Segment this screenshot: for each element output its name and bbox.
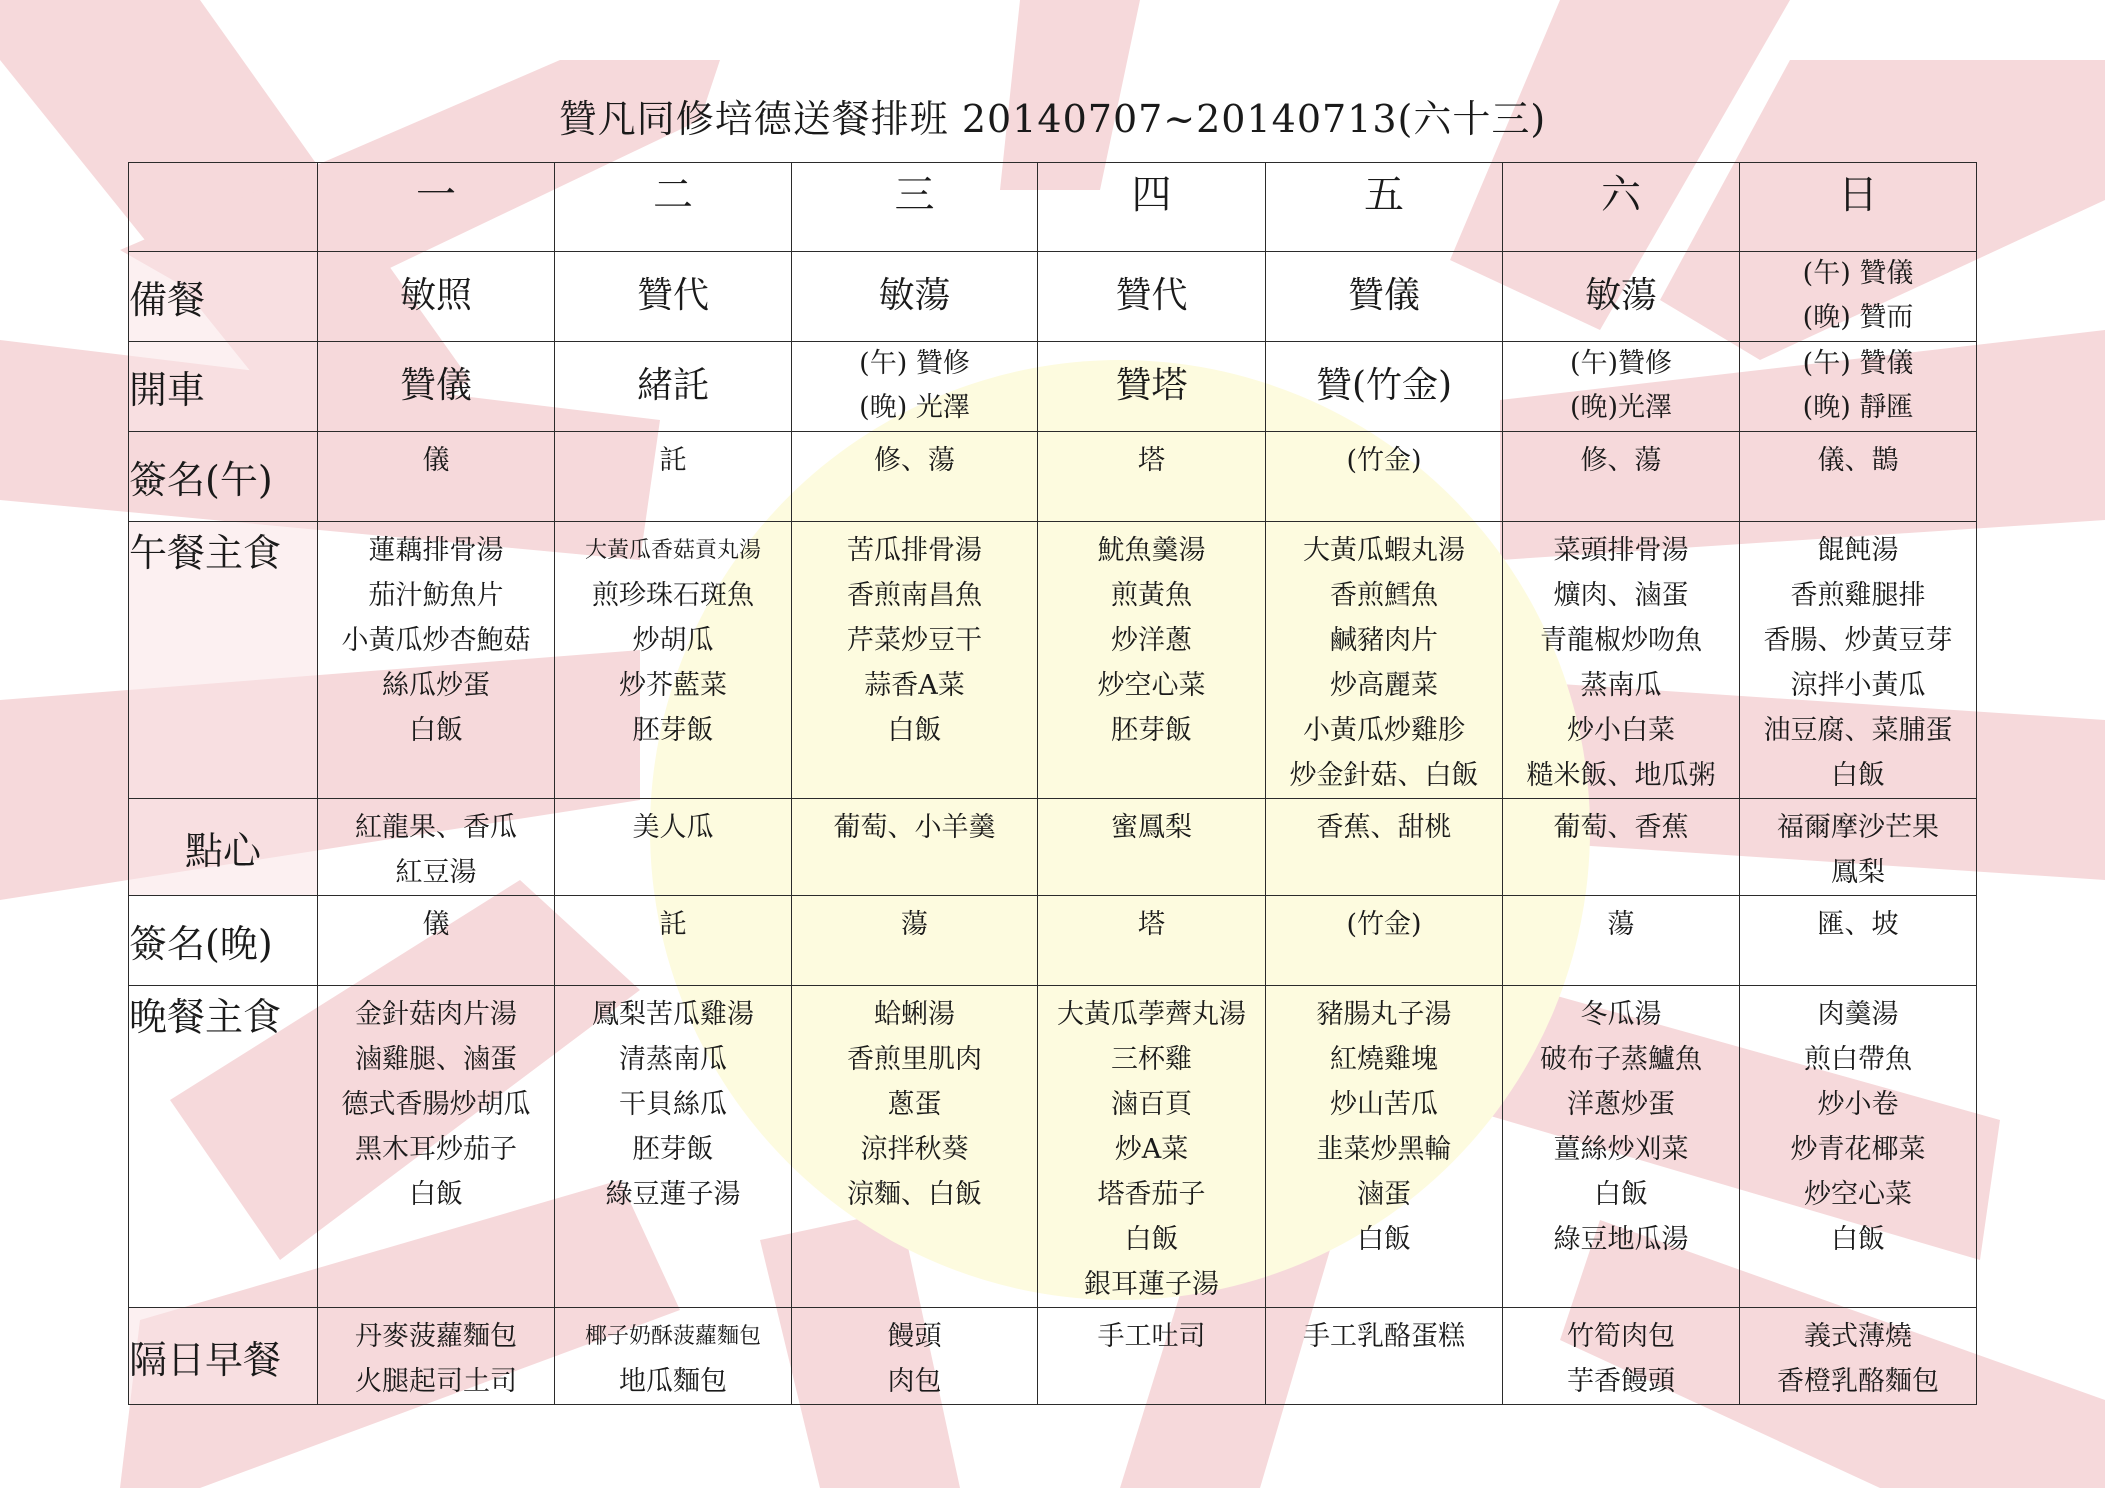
cell-content <box>1503 342 1739 430</box>
cell-line: 薑絲炒刈菜 <box>1553 1134 1689 1165</box>
cell-line: 鳳梨苦瓜雞湯 <box>592 999 754 1030</box>
cell-line: 白飯 <box>409 715 463 746</box>
row-label: 開車 <box>129 342 318 432</box>
cell-content <box>318 799 554 895</box>
cell-content <box>1038 896 1265 947</box>
cell-content <box>555 986 791 1217</box>
row-label: 隔日早餐 <box>129 1308 318 1405</box>
cell-content <box>318 522 554 753</box>
cell-line: 苦瓜排骨湯 <box>847 535 982 566</box>
cell-content <box>1740 799 1976 895</box>
cell-line: 炒胡瓜 <box>632 625 714 656</box>
day-header-sat: 六 <box>1503 163 1740 252</box>
cell-content <box>1503 252 1739 340</box>
row-label: 晚餐主食 <box>129 986 318 1308</box>
cell-line: 鳳梨 <box>1831 857 1885 888</box>
cell-content <box>1503 799 1739 850</box>
schedule-cell <box>318 1308 555 1405</box>
cell-content <box>1503 522 1739 798</box>
row-label: 簽名(晚) <box>129 896 318 986</box>
schedule-cell <box>1266 342 1503 432</box>
schedule-cell <box>318 522 555 799</box>
schedule-cell <box>1038 1308 1266 1405</box>
schedule-cell <box>1740 896 1977 986</box>
cell-content <box>1038 1308 1265 1359</box>
schedule-cell <box>1266 986 1503 1308</box>
cell-line: 白飯 <box>887 715 942 746</box>
cell-content <box>1038 522 1265 753</box>
schedule-cell <box>1503 342 1740 432</box>
schedule-cell <box>1266 432 1503 522</box>
cell-content <box>792 986 1037 1217</box>
schedule-cell <box>1266 896 1503 986</box>
cell-line: 炒金針菇、白飯 <box>1289 760 1479 791</box>
cell-content <box>318 986 554 1217</box>
cell-content <box>1740 522 1976 798</box>
cell-line: 福爾摩沙芒果 <box>1777 812 1939 843</box>
cell-line: 冬瓜湯 <box>1580 999 1662 1030</box>
cell-line: 豬腸丸子湯 <box>1316 999 1452 1030</box>
schedule-cell <box>318 342 555 432</box>
cell-line: 煎黃魚 <box>1111 580 1192 611</box>
cell-content <box>1740 986 1976 1262</box>
cell-line: 修、蕩 <box>874 445 955 476</box>
cell-line: 芹菜炒豆干 <box>847 625 982 656</box>
schedule-cell <box>1038 522 1266 799</box>
schedule-cell <box>1266 1308 1503 1405</box>
cell-line: 小黃瓜炒雞胗 <box>1303 715 1465 746</box>
cell-content <box>792 522 1037 753</box>
cell-line: 炒空心菜 <box>1804 1179 1912 1210</box>
cell-line: 儀 <box>422 909 450 940</box>
cell-line: 儀、鵲 <box>1817 445 1899 476</box>
cell-content <box>1503 986 1739 1262</box>
cell-line: (午) 贊修 <box>859 348 970 379</box>
cell-line: 糙米飯、地瓜粥 <box>1526 760 1716 791</box>
cell-content <box>318 252 554 340</box>
cell-line: 涼拌秋葵 <box>860 1134 969 1165</box>
schedule-cell <box>1740 342 1977 432</box>
cell-line: 煎珍珠石斑魚 <box>592 580 754 611</box>
cell-line: 託 <box>659 445 687 476</box>
cell-line: 蒸南瓜 <box>1580 670 1662 701</box>
cell-line: 敏蕩 <box>1584 275 1657 316</box>
schedule-cell <box>1740 799 1977 896</box>
cell-line: 蛤蜊湯 <box>874 999 955 1030</box>
schedule-cell <box>1503 986 1740 1308</box>
cell-content <box>318 1308 554 1404</box>
cell-line: 炒A菜 <box>1114 1134 1189 1165</box>
day-header-wed: 三 <box>792 163 1038 252</box>
schedule-cell <box>792 252 1038 342</box>
cell-line: 椰子奶酥菠蘿麵包 <box>584 1324 761 1349</box>
cell-line: 饅頭 <box>887 1321 942 1352</box>
cell-content <box>555 896 791 947</box>
cell-line: 銀耳蓮子湯 <box>1084 1269 1219 1300</box>
cell-content <box>1266 799 1502 850</box>
schedule-cell <box>1503 896 1740 986</box>
schedule-cell <box>318 896 555 986</box>
cell-line: 託 <box>659 909 687 940</box>
cell-line: 破布子蒸鱸魚 <box>1540 1044 1702 1075</box>
schedule-cell <box>792 986 1038 1308</box>
cell-line: 白飯 <box>1357 1224 1411 1255</box>
cell-line: 蜜鳳梨 <box>1111 812 1192 843</box>
cell-line: 大黃瓜荸薺丸湯 <box>1057 999 1246 1030</box>
cell-content <box>318 432 554 483</box>
cell-line: 蕩 <box>901 909 928 940</box>
cell-line: 美人瓜 <box>632 812 714 843</box>
cell-line: 火腿起司土司 <box>355 1366 517 1397</box>
cell-line: 黑木耳炒茄子 <box>355 1134 517 1165</box>
schedule-cell <box>792 799 1038 896</box>
schedule-cell <box>792 432 1038 522</box>
cell-content <box>1740 252 1976 340</box>
cell-line: 蒜香A菜 <box>864 670 965 701</box>
cell-line: 炒小卷 <box>1817 1089 1899 1120</box>
row-label: 簽名(午) <box>129 432 318 522</box>
cell-line: 贊儀 <box>1347 275 1420 316</box>
cell-line: 炒小白菜 <box>1567 715 1675 746</box>
cell-line: 韭菜炒黑輪 <box>1316 1134 1452 1165</box>
cell-line: (晚) 光澤 <box>859 392 970 423</box>
cell-line: 青龍椒炒吻魚 <box>1540 625 1702 656</box>
schedule-cell <box>555 1308 792 1405</box>
row-snack <box>129 799 1977 896</box>
cell-line: 丹麥菠蘿麵包 <box>355 1321 517 1352</box>
cell-content <box>555 342 791 430</box>
schedule-cell <box>1503 799 1740 896</box>
cell-content <box>555 522 791 753</box>
cell-line: 贊代 <box>1115 275 1188 316</box>
schedule-cell <box>1740 252 1977 342</box>
cell-line: 香蕉、甜桃 <box>1316 812 1452 843</box>
cell-line: 滷蛋 <box>1357 1179 1411 1210</box>
cell-line: 白飯 <box>1124 1224 1179 1255</box>
schedule-cell <box>1503 432 1740 522</box>
cell-line: 洋蔥炒蛋 <box>1567 1089 1675 1120</box>
schedule-cell <box>555 432 792 522</box>
cell-line: 菜頭排骨湯 <box>1553 535 1689 566</box>
cell-line: 葡萄、小羊羹 <box>833 812 996 843</box>
cell-line: 塔 <box>1138 445 1165 476</box>
cell-line: 白飯 <box>1594 1179 1648 1210</box>
cell-line: 竹筍肉包 <box>1567 1321 1675 1352</box>
cell-line: 煎白帶魚 <box>1804 1044 1912 1075</box>
cell-line: 地瓜麵包 <box>619 1366 727 1397</box>
schedule-cell <box>1038 432 1266 522</box>
cell-line: 匯、坡 <box>1817 909 1899 940</box>
cell-content <box>1038 986 1265 1307</box>
row-sign-noon <box>129 432 1977 522</box>
cell-line: 蔥蛋 <box>887 1089 942 1120</box>
cell-content <box>1038 432 1265 483</box>
cell-line: 小黃瓜炒杏鮑菇 <box>341 625 531 656</box>
cell-line: 肉包 <box>887 1366 942 1397</box>
cell-line: 絲瓜炒蛋 <box>382 670 490 701</box>
cell-line: 綠豆蓮子湯 <box>605 1179 741 1210</box>
cell-line: 贊代 <box>636 275 709 316</box>
cell-line: 香腸、炒黃豆芽 <box>1763 625 1953 656</box>
cell-line: 炒芥藍菜 <box>619 670 727 701</box>
cell-line: 炒山苦瓜 <box>1330 1089 1438 1120</box>
cell-line: 涼麵、白飯 <box>847 1179 982 1210</box>
cell-line: 干貝絲瓜 <box>619 1089 727 1120</box>
cell-content <box>1266 342 1502 430</box>
cell-line: 敏照 <box>399 275 472 316</box>
cell-line: 油豆腐、菜脯蛋 <box>1763 715 1953 746</box>
cell-line: 白飯 <box>1831 760 1885 791</box>
row-label: 午餐主食 <box>129 522 318 799</box>
cell-line: 塔 <box>1138 909 1165 940</box>
schedule-cell <box>555 522 792 799</box>
schedule-cell <box>1740 432 1977 522</box>
cell-content <box>1740 342 1976 430</box>
cell-content <box>1266 1308 1502 1359</box>
cell-line: 香橙乳酪麵包 <box>1777 1366 1939 1397</box>
cell-line: 緒託 <box>636 365 709 406</box>
cell-line: 葡萄、香蕉 <box>1553 812 1689 843</box>
corner-cell <box>129 163 318 252</box>
cell-line: 手工乳酪蛋糕 <box>1303 1321 1465 1352</box>
row-lunch <box>129 522 1977 799</box>
cell-line: 白飯 <box>409 1179 463 1210</box>
cell-line: 蓮藕排骨湯 <box>368 535 504 566</box>
cell-line: 香煎里肌肉 <box>847 1044 982 1075</box>
cell-content <box>1266 522 1502 798</box>
cell-content <box>1038 252 1265 340</box>
cell-content <box>1266 986 1502 1262</box>
cell-line: 炒洋蔥 <box>1111 625 1192 656</box>
schedule-cell <box>1266 252 1503 342</box>
schedule-cell <box>1038 799 1266 896</box>
cell-content <box>792 342 1037 430</box>
cell-content <box>555 1308 791 1404</box>
row-dinner <box>129 986 1977 1308</box>
cell-line: (竹金) <box>1346 445 1422 476</box>
schedule-cell <box>1503 1308 1740 1405</box>
cell-line: 爌肉、滷蛋 <box>1553 580 1689 611</box>
cell-content <box>792 1308 1037 1404</box>
cell-line: (晚) 靜匯 <box>1802 392 1914 423</box>
schedule-cell <box>555 986 792 1308</box>
cell-content <box>318 342 554 430</box>
cell-line: 手工吐司 <box>1097 1321 1206 1352</box>
cell-content <box>1038 799 1265 850</box>
schedule-cell <box>1740 522 1977 799</box>
cell-line: (午) 贊儀 <box>1802 348 1914 379</box>
day-header-mon: 一 <box>318 163 555 252</box>
cell-line: 香煎雞腿排 <box>1790 580 1926 611</box>
cell-line: 敏蕩 <box>878 275 951 316</box>
cell-line: 綠豆地瓜湯 <box>1553 1224 1689 1255</box>
day-header-fri: 五 <box>1266 163 1503 252</box>
schedule-cell <box>1038 896 1266 986</box>
cell-content <box>555 432 791 483</box>
cell-line: 涼拌小黃瓜 <box>1790 670 1926 701</box>
cell-line: 金針菇肉片湯 <box>355 999 517 1030</box>
schedule-cell <box>318 252 555 342</box>
cell-line: 大黃瓜蝦丸湯 <box>1303 535 1465 566</box>
cell-line: 胚芽飯 <box>1111 715 1192 746</box>
cell-content <box>1503 432 1739 483</box>
cell-line: 炒空心菜 <box>1097 670 1206 701</box>
cell-line: 餛飩湯 <box>1817 535 1899 566</box>
cell-line: 茄汁魴魚片 <box>368 580 504 611</box>
header-row <box>129 163 1977 252</box>
schedule-cell <box>792 896 1038 986</box>
page-title: 贊凡同修培德送餐排班 20140707~20140713(六十三) <box>558 97 1547 141</box>
schedule-cell <box>1503 522 1740 799</box>
cell-line: 清蒸南瓜 <box>619 1044 727 1075</box>
cell-line: 滷雞腿、滷蛋 <box>355 1044 517 1075</box>
cell-line: 鹹豬肉片 <box>1330 625 1438 656</box>
schedule-cell <box>1740 1308 1977 1405</box>
schedule-cell <box>555 896 792 986</box>
cell-line: (竹金) <box>1346 909 1422 940</box>
cell-content <box>792 432 1037 483</box>
cell-content <box>318 896 554 947</box>
row-label: 備餐 <box>129 252 318 342</box>
cell-line: 修、蕩 <box>1580 445 1662 476</box>
cell-line: 炒高麗菜 <box>1330 670 1438 701</box>
cell-content <box>1503 1308 1739 1404</box>
cell-line: 紅豆湯 <box>395 857 477 888</box>
schedule-cell <box>1038 342 1266 432</box>
cell-content <box>1503 896 1739 947</box>
cell-content <box>792 252 1037 340</box>
row-breakfast <box>129 1308 1977 1405</box>
schedule-cell <box>1038 986 1266 1308</box>
cell-content <box>1038 342 1265 430</box>
day-header-sun: 日 <box>1740 163 1977 252</box>
cell-content <box>1740 896 1976 947</box>
schedule-cell <box>318 432 555 522</box>
cell-content <box>1266 252 1502 340</box>
cell-line: (午) 贊儀 <box>1802 258 1914 289</box>
cell-line: 白飯 <box>1831 1224 1885 1255</box>
cell-line: 炒青花椰菜 <box>1790 1134 1926 1165</box>
schedule-cell <box>1503 252 1740 342</box>
cell-content <box>1266 432 1502 483</box>
schedule-cell <box>318 799 555 896</box>
schedule-cell <box>792 1308 1038 1405</box>
day-header-tue: 二 <box>555 163 792 252</box>
cell-line: 贊(竹金) <box>1315 365 1453 406</box>
row-prep <box>129 252 1977 342</box>
cell-line: (午)贊修 <box>1569 348 1673 379</box>
cell-line: 肉羹湯 <box>1817 999 1899 1030</box>
row-drive <box>129 342 1977 432</box>
cell-line: 三杯雞 <box>1111 1044 1192 1075</box>
schedule-cell <box>1740 986 1977 1308</box>
cell-line: 義式薄燒 <box>1804 1321 1912 1352</box>
cell-line: 德式香腸炒胡瓜 <box>341 1089 531 1120</box>
schedule-cell <box>792 522 1038 799</box>
schedule-cell <box>792 342 1038 432</box>
cell-line: 紅燒雞塊 <box>1330 1044 1438 1075</box>
cell-content <box>792 799 1037 850</box>
cell-line: 胚芽飯 <box>632 1134 714 1165</box>
cell-line: 魷魚羹湯 <box>1097 535 1206 566</box>
cell-line: 蕩 <box>1607 909 1635 940</box>
cell-line: (晚)光澤 <box>1569 392 1673 423</box>
cell-line: 大黃瓜香菇貢丸湯 <box>584 538 761 563</box>
cell-line: 芋香饅頭 <box>1567 1366 1675 1397</box>
cell-line: 胚芽飯 <box>632 715 714 746</box>
cell-line: 塔香茄子 <box>1097 1179 1206 1210</box>
cell-content <box>1266 896 1502 947</box>
schedule-cell <box>1266 522 1503 799</box>
cell-line: 紅龍果、香瓜 <box>355 812 517 843</box>
schedule-cell <box>555 342 792 432</box>
schedule-table <box>128 162 1977 1405</box>
day-header-thu: 四 <box>1038 163 1266 252</box>
cell-content <box>792 896 1037 947</box>
cell-content <box>555 799 791 850</box>
cell-line: 贊儀 <box>399 365 472 406</box>
cell-line: 儀 <box>422 445 450 476</box>
row-sign-evening <box>129 896 1977 986</box>
schedule-cell <box>1038 252 1266 342</box>
schedule-cell <box>555 799 792 896</box>
schedule-cell <box>555 252 792 342</box>
schedule-cell <box>1266 799 1503 896</box>
cell-line: 滷百頁 <box>1111 1089 1192 1120</box>
cell-content <box>1740 432 1976 483</box>
cell-line: 香煎南昌魚 <box>847 580 982 611</box>
cell-content <box>1740 1308 1976 1404</box>
cell-line: 香煎鱈魚 <box>1330 580 1438 611</box>
cell-line: (晚) 贊而 <box>1802 302 1914 333</box>
cell-line: 贊塔 <box>1115 365 1188 406</box>
cell-content <box>555 252 791 340</box>
row-label: 點心 <box>129 799 318 896</box>
schedule-body <box>129 252 1977 1405</box>
schedule-cell <box>318 986 555 1308</box>
